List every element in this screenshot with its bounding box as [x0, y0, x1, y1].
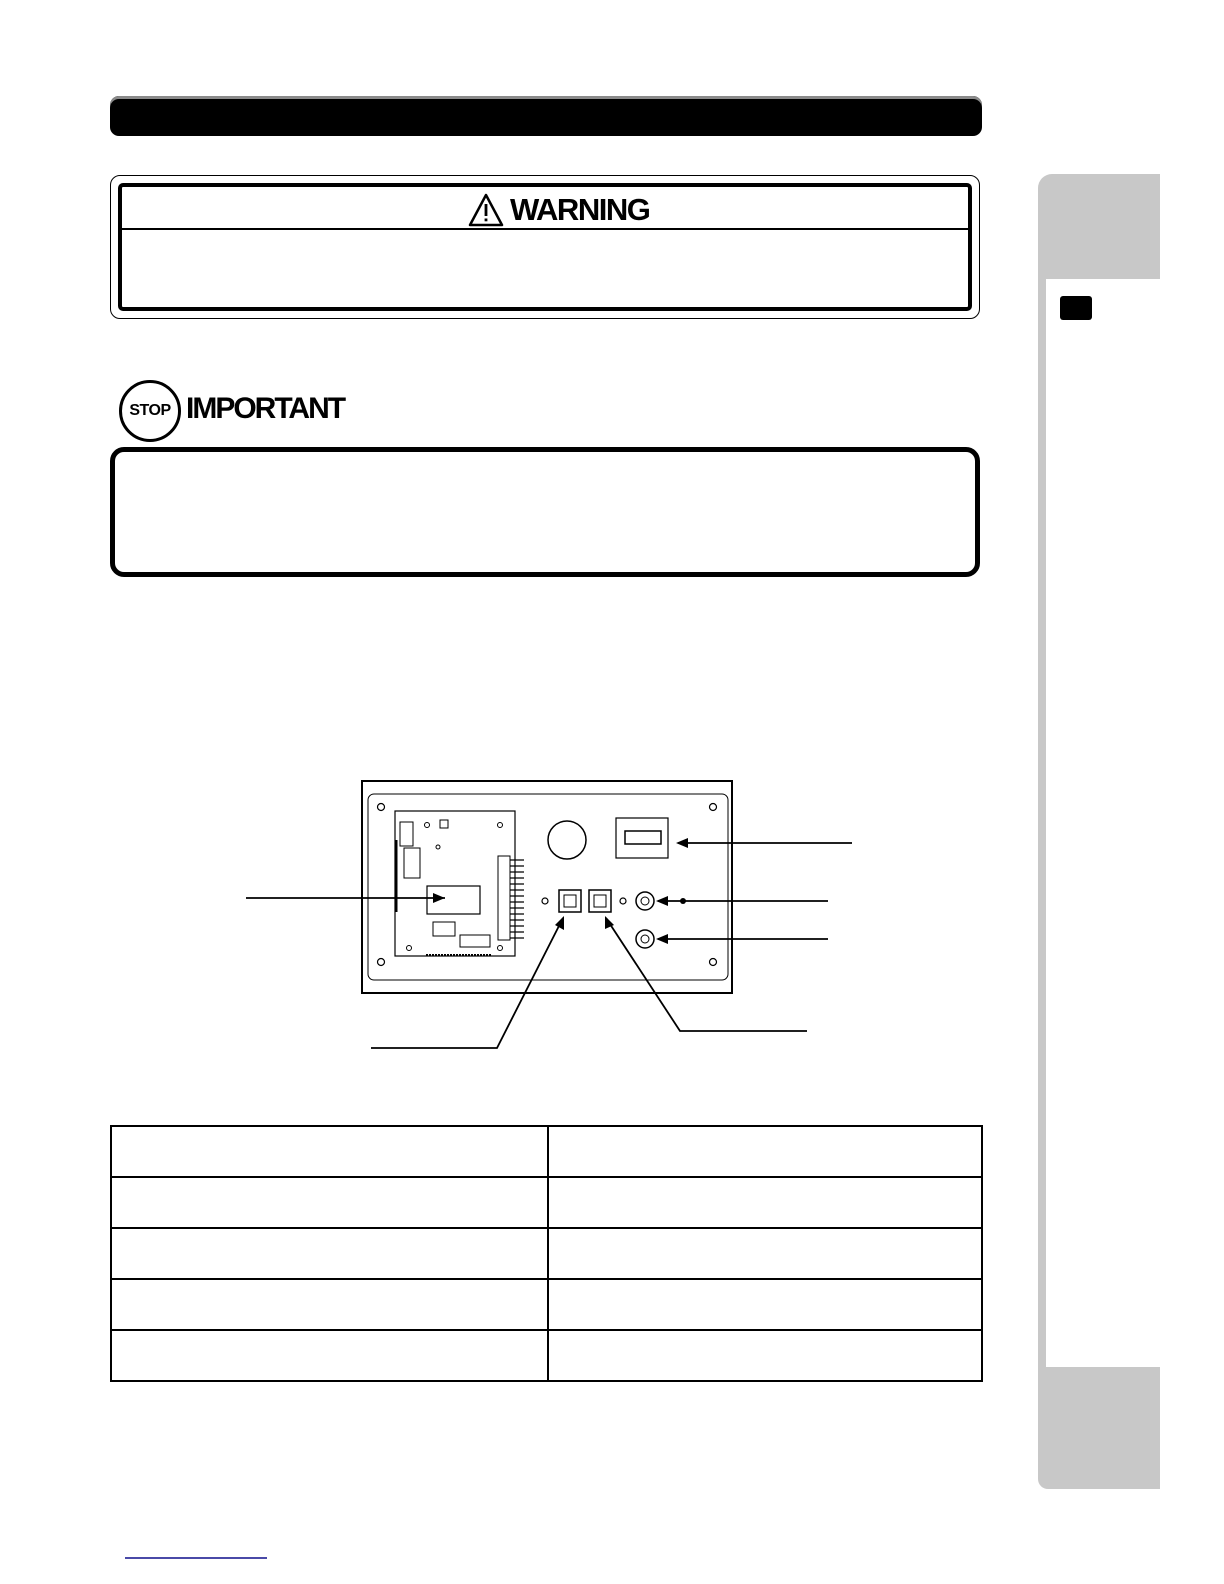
table-row	[111, 1177, 982, 1228]
pin-header-pins	[510, 860, 524, 938]
dip-switch	[433, 922, 455, 936]
table-cell	[111, 1279, 548, 1330]
screw-hole	[710, 804, 717, 811]
rotary-knob-center	[641, 935, 649, 943]
push-button-cap	[594, 895, 606, 907]
led-indicator	[542, 898, 548, 904]
pin-header	[498, 856, 510, 940]
arrowhead	[676, 838, 688, 848]
control-panel-diagram	[230, 770, 870, 1060]
table-cell	[111, 1330, 548, 1381]
warning-triangle-icon	[468, 193, 504, 227]
connector	[400, 822, 413, 846]
table-cell	[111, 1177, 548, 1228]
connector	[404, 848, 420, 878]
push-button	[589, 890, 611, 912]
screw-hole	[710, 959, 717, 966]
connector	[460, 935, 490, 947]
board-hole	[407, 946, 412, 951]
board-component	[440, 820, 448, 828]
warning-title: WARNING	[510, 192, 650, 227]
important-title: IMPORTANT	[186, 392, 345, 425]
table-cell	[111, 1228, 548, 1279]
table-row	[111, 1279, 982, 1330]
callout-line-button-1	[371, 918, 563, 1048]
table-cell	[548, 1126, 982, 1177]
arrowhead	[656, 896, 668, 906]
stop-icon	[119, 380, 181, 442]
screw-hole	[378, 804, 385, 811]
board-hole	[498, 946, 503, 951]
table-row	[111, 1330, 982, 1381]
section-header-bar	[110, 96, 982, 136]
stop-label: STOP	[129, 402, 171, 419]
chapter-marker	[1060, 296, 1092, 320]
arrowhead	[656, 934, 668, 944]
push-button	[559, 890, 581, 912]
speaker-hole	[548, 821, 586, 859]
led-indicator	[620, 898, 626, 904]
table-cell	[548, 1177, 982, 1228]
side-tab-top	[1038, 174, 1160, 279]
meter-slot	[625, 831, 661, 844]
panel-plate	[368, 794, 728, 980]
push-button-cap	[564, 895, 576, 907]
table-cell	[548, 1228, 982, 1279]
rotary-knob	[636, 930, 654, 948]
rotary-knob-center	[641, 897, 649, 905]
screw-hole	[378, 959, 385, 966]
footer-link-underline[interactable]	[125, 1557, 267, 1559]
board-hole	[425, 823, 430, 828]
table-cell	[548, 1330, 982, 1381]
arrowhead	[433, 893, 445, 903]
board-hole	[498, 823, 503, 828]
table-cell	[111, 1126, 548, 1177]
table-row	[111, 1126, 982, 1177]
arrowhead	[555, 916, 564, 930]
side-tab-bottom	[1038, 1367, 1160, 1489]
side-tab-strip	[1038, 279, 1046, 1367]
spec-table	[110, 1125, 983, 1382]
panel-frame	[362, 781, 732, 993]
rotary-knob	[636, 892, 654, 910]
warning-heading	[468, 190, 649, 230]
table-row	[111, 1228, 982, 1279]
meter-window	[616, 818, 668, 858]
board-component	[436, 845, 440, 849]
table-cell	[548, 1279, 982, 1330]
important-box	[110, 447, 980, 577]
